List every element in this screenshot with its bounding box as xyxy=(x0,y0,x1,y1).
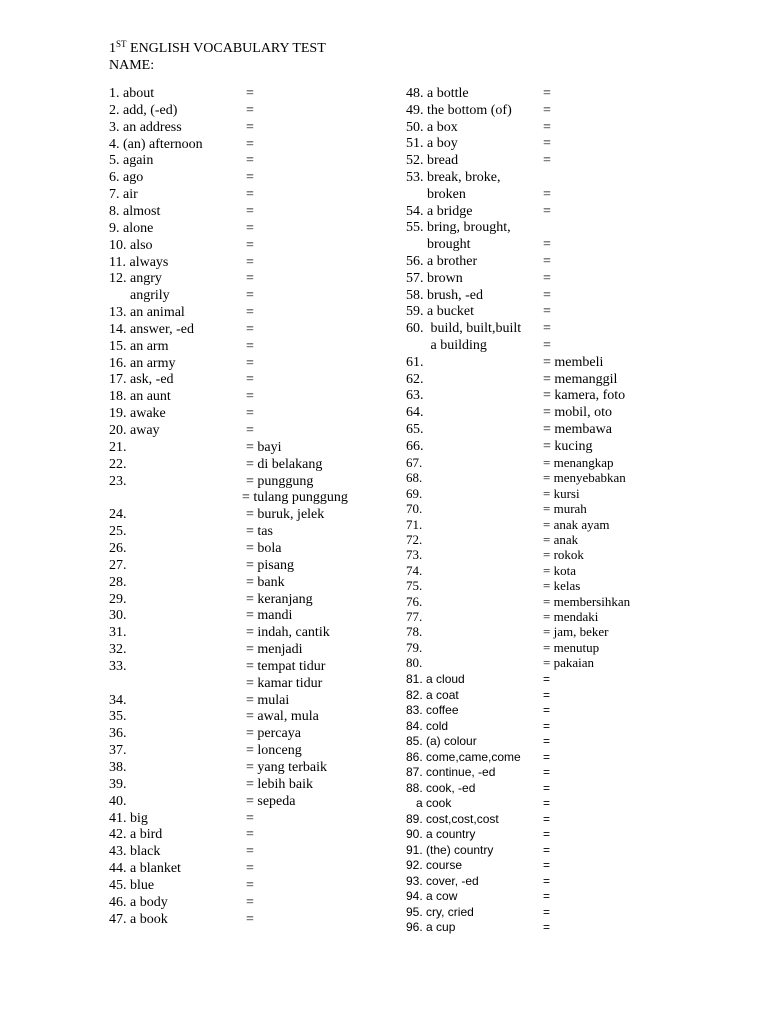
translation-field: = xyxy=(543,734,551,748)
translation-field: = tas xyxy=(246,524,273,540)
english-word: brought xyxy=(406,237,471,253)
translation-field: = xyxy=(543,153,551,169)
english-word: 94. a cow xyxy=(406,889,458,903)
english-word: 20. away xyxy=(109,423,160,438)
translation-field: = xyxy=(246,844,254,860)
translation-field: = murah xyxy=(543,501,587,517)
english-word: 45. blue xyxy=(109,877,155,893)
english-word: 67. xyxy=(406,455,423,470)
english-word: 62. xyxy=(406,371,424,387)
english-word: 39. xyxy=(109,776,127,792)
translation-field: = xyxy=(543,703,551,717)
translation-field: = mendaki xyxy=(543,609,599,624)
english-word: 47. a book xyxy=(109,911,168,927)
translation-field: = xyxy=(543,86,551,101)
translation-field: = xyxy=(246,406,254,422)
translation-field: = mandi xyxy=(246,608,293,624)
english-word: 6. ago xyxy=(109,170,144,186)
english-word: 95. cry, cried xyxy=(406,904,474,919)
translation-field: = xyxy=(543,119,551,135)
translation-field: = kamar tidur xyxy=(246,675,323,691)
english-word: 75. xyxy=(406,578,423,594)
translation-field: = lonceng xyxy=(246,743,302,759)
translation-field: = xyxy=(246,136,254,152)
translation-field: = kota xyxy=(543,562,576,578)
english-word: 25. xyxy=(109,524,127,540)
translation-field: = percaya xyxy=(246,726,301,742)
translation-field: = xyxy=(246,321,254,337)
english-word: 71. xyxy=(406,516,423,532)
translation-field: = xyxy=(543,780,551,795)
english-word: 23. xyxy=(109,473,127,489)
english-word: 78. xyxy=(406,624,423,640)
english-word: 82. a coat xyxy=(406,687,459,702)
translation-field: = buruk, jelek xyxy=(246,507,325,523)
translation-field: = xyxy=(543,889,551,903)
english-word: 92. course xyxy=(406,858,463,872)
english-word: 87. continue, -ed xyxy=(406,765,496,779)
english-word: 69. xyxy=(406,485,423,501)
test-title: 1ST ENGLISH VOCABULARY TEST xyxy=(109,39,326,56)
translation-field: = lebih baik xyxy=(246,776,313,792)
translation-field: = rokok xyxy=(543,547,584,563)
english-word: 57. brown xyxy=(406,270,463,286)
english-word: 66. xyxy=(406,438,424,454)
translation-field: = xyxy=(543,687,551,702)
translation-field: = membeli xyxy=(543,354,604,370)
translation-field: = pisang xyxy=(246,557,294,573)
translation-field: = tulang punggung xyxy=(242,490,348,506)
translation-field: = bank xyxy=(246,574,285,590)
translation-field: = xyxy=(246,810,254,826)
english-word: 64. xyxy=(406,405,424,421)
translation-field: = xyxy=(543,858,551,872)
translation-field: = xyxy=(543,203,551,219)
translation-field: = xyxy=(543,920,551,934)
translation-field: = xyxy=(246,338,254,354)
english-word: 49. the bottom (of) xyxy=(406,102,512,118)
english-word: 3. an address xyxy=(109,119,182,135)
translation-field: = xyxy=(543,270,551,286)
english-word: angrily xyxy=(109,288,170,304)
translation-field: = membersihkan xyxy=(543,593,631,609)
english-word: 52. bread xyxy=(406,153,459,169)
translation-field: = xyxy=(543,254,551,269)
translation-field: = xyxy=(246,102,254,118)
english-word: 11. always xyxy=(109,254,169,270)
translation-field: = bayi xyxy=(246,439,282,455)
english-word: 68. xyxy=(406,470,423,486)
translation-field: = xyxy=(246,203,254,219)
english-word: 48. a bottle xyxy=(406,86,469,101)
english-word: 70. xyxy=(406,501,423,517)
english-word: 35. xyxy=(109,709,127,725)
translation-field: = xyxy=(246,911,254,927)
translation-field: = xyxy=(246,119,254,135)
english-word: 43. black xyxy=(109,844,161,860)
translation-field: = jam, beker xyxy=(543,624,609,640)
translation-field: = xyxy=(246,877,254,893)
translation-field: = awal, mula xyxy=(246,709,319,725)
english-word: 1. about xyxy=(109,86,155,101)
english-word: 22. xyxy=(109,456,127,472)
english-word: a building xyxy=(406,338,487,353)
translation-field: = kucing xyxy=(543,438,593,454)
translation-field: = indah, cantik xyxy=(246,625,330,641)
english-word: 5. again xyxy=(109,153,154,169)
english-word: 90. a country xyxy=(406,827,476,841)
translation-field: = xyxy=(543,136,551,152)
english-word: 86. come,came,come xyxy=(406,749,521,764)
translation-field: = xyxy=(543,304,551,320)
translation-field: = menyebabkan xyxy=(543,470,626,486)
english-word: 89. cost,cost,cost xyxy=(406,811,499,826)
translation-field: = xyxy=(543,321,551,337)
english-word: 61. xyxy=(406,354,424,370)
translation-field: = yang terbaik xyxy=(246,760,327,775)
translation-field: = keranjang xyxy=(246,591,313,607)
translation-field: = menangkap xyxy=(543,455,614,470)
translation-field: = xyxy=(246,827,254,843)
english-word: 7. air xyxy=(109,187,138,203)
english-word: 30. xyxy=(109,608,127,624)
english-word: 17. ask, -ed xyxy=(109,372,174,388)
english-word: 26. xyxy=(109,540,127,556)
english-word: 77. xyxy=(406,609,423,624)
english-word: 15. an arm xyxy=(109,338,169,354)
translation-field: = anak ayam xyxy=(543,516,610,532)
translation-field: = xyxy=(543,102,551,118)
translation-field: = xyxy=(246,153,254,169)
name-label: NAME: xyxy=(109,58,155,73)
translation-field: = memanggil xyxy=(543,371,618,387)
english-word: 51. a boy xyxy=(406,136,458,152)
english-word: 76. xyxy=(406,593,423,609)
translation-field: = mulai xyxy=(246,692,290,708)
translation-field: = kamera, foto xyxy=(543,388,626,404)
translation-field: = tempat tidur xyxy=(246,658,326,674)
english-word: 14. answer, -ed xyxy=(109,321,194,337)
translation-field: = xyxy=(543,672,551,686)
translation-field: = xyxy=(543,186,551,202)
english-word: 37. xyxy=(109,743,127,759)
english-word: 33. xyxy=(109,658,127,674)
english-word: broken xyxy=(406,186,466,202)
translation-field: = kelas xyxy=(543,578,581,594)
english-word: 84. cold xyxy=(406,718,449,733)
english-word: 44. a blanket xyxy=(109,861,181,877)
english-word: 50. a box xyxy=(406,119,458,135)
english-word: 53. break, broke, xyxy=(406,170,501,185)
translation-field: = xyxy=(246,254,254,270)
translation-field: = punggung xyxy=(246,473,314,489)
translation-field: = bola xyxy=(246,540,282,556)
translation-field: = di belakang xyxy=(246,456,323,472)
english-word: 34. xyxy=(109,692,127,708)
english-word: 60. build, built,built xyxy=(406,321,522,337)
english-word: 42. a bird xyxy=(109,827,163,843)
translation-field: = xyxy=(246,288,254,304)
translation-field: = xyxy=(543,237,551,253)
translation-field: = menjadi xyxy=(246,642,303,658)
translation-field: = xyxy=(543,842,551,857)
english-word: 28. xyxy=(109,574,127,590)
translation-field: = xyxy=(246,237,254,253)
english-word: 27. xyxy=(109,557,127,573)
english-word: 72. xyxy=(406,532,423,547)
translation-field: = xyxy=(543,904,551,919)
translation-field: = xyxy=(246,305,254,321)
english-word: a cook xyxy=(406,796,452,810)
english-word: 41. big xyxy=(109,810,148,826)
translation-field: = xyxy=(246,389,254,405)
translation-field: = xyxy=(543,827,551,841)
translation-field: = xyxy=(543,287,551,303)
translation-field: = xyxy=(246,86,254,101)
translation-field: = xyxy=(543,338,551,353)
english-word: 16. an army xyxy=(109,355,176,371)
english-word: 19. awake xyxy=(109,406,166,422)
translation-field: = xyxy=(246,170,254,186)
english-word: 10. also xyxy=(109,237,153,253)
english-word: 18. an aunt xyxy=(109,389,171,405)
english-word: 74. xyxy=(406,562,423,578)
english-word: 79. xyxy=(406,639,423,655)
english-word: 91. (the) country xyxy=(406,842,494,857)
english-word: 58. brush, -ed xyxy=(406,287,483,303)
english-word: 80. xyxy=(406,655,423,671)
translation-field: = xyxy=(543,796,551,810)
english-word: 36. xyxy=(109,726,127,742)
translation-field: = anak xyxy=(543,532,579,547)
translation-field: = xyxy=(543,811,551,826)
english-word: 21. xyxy=(109,439,127,455)
translation-field: = xyxy=(246,271,254,287)
english-word: 81. a cloud xyxy=(406,672,465,686)
english-word: 88. cook, -ed xyxy=(406,780,476,795)
translation-field: = pakaian xyxy=(543,655,595,671)
english-word: 73. xyxy=(406,547,423,563)
translation-field: = sepeda xyxy=(246,793,296,809)
translation-field: = xyxy=(246,220,254,236)
english-word: 31. xyxy=(109,625,127,641)
english-word: 55. bring, brought, xyxy=(406,220,511,236)
english-word: 56. a brother xyxy=(406,254,478,269)
english-word: 96. a cup xyxy=(406,920,456,934)
english-word: 9. alone xyxy=(109,220,154,236)
english-word: 85. (a) colour xyxy=(406,734,477,748)
english-word: 46. a body xyxy=(109,894,168,910)
english-word: 83. coffee xyxy=(406,703,459,717)
english-word: 93. cover, -ed xyxy=(406,873,479,888)
english-word: 40. xyxy=(109,793,127,809)
english-word: 38. xyxy=(109,760,127,775)
english-word: 59. a bucket xyxy=(406,304,475,320)
translation-field: = xyxy=(543,749,551,764)
translation-field: = xyxy=(543,873,551,888)
translation-field: = mobil, oto xyxy=(543,405,612,421)
english-word: 8. almost xyxy=(109,203,161,219)
translation-field: = xyxy=(543,765,551,779)
english-word: 24. xyxy=(109,507,127,523)
translation-field: = membawa xyxy=(543,422,612,437)
english-word: 13. an animal xyxy=(109,305,185,321)
english-word: 65. xyxy=(406,422,424,437)
translation-field: = xyxy=(246,355,254,371)
translation-field: = xyxy=(246,372,254,388)
translation-field: = xyxy=(246,423,254,438)
english-word: 54. a bridge xyxy=(406,203,473,219)
english-word: 32. xyxy=(109,642,127,658)
english-word: 12. angry xyxy=(109,271,162,287)
translation-field: = xyxy=(246,187,254,203)
translation-field: = xyxy=(543,718,551,733)
translation-field: = kursi xyxy=(543,485,580,501)
english-word: 2. add, (-ed) xyxy=(109,102,178,118)
translation-field: = xyxy=(246,894,254,910)
english-word: 29. xyxy=(109,591,127,607)
english-word: 4. (an) afternoon xyxy=(109,136,203,152)
translation-field: = xyxy=(246,861,254,877)
test-header xyxy=(109,40,326,74)
english-word: 63. xyxy=(406,388,424,404)
translation-field: = menutup xyxy=(543,639,600,655)
